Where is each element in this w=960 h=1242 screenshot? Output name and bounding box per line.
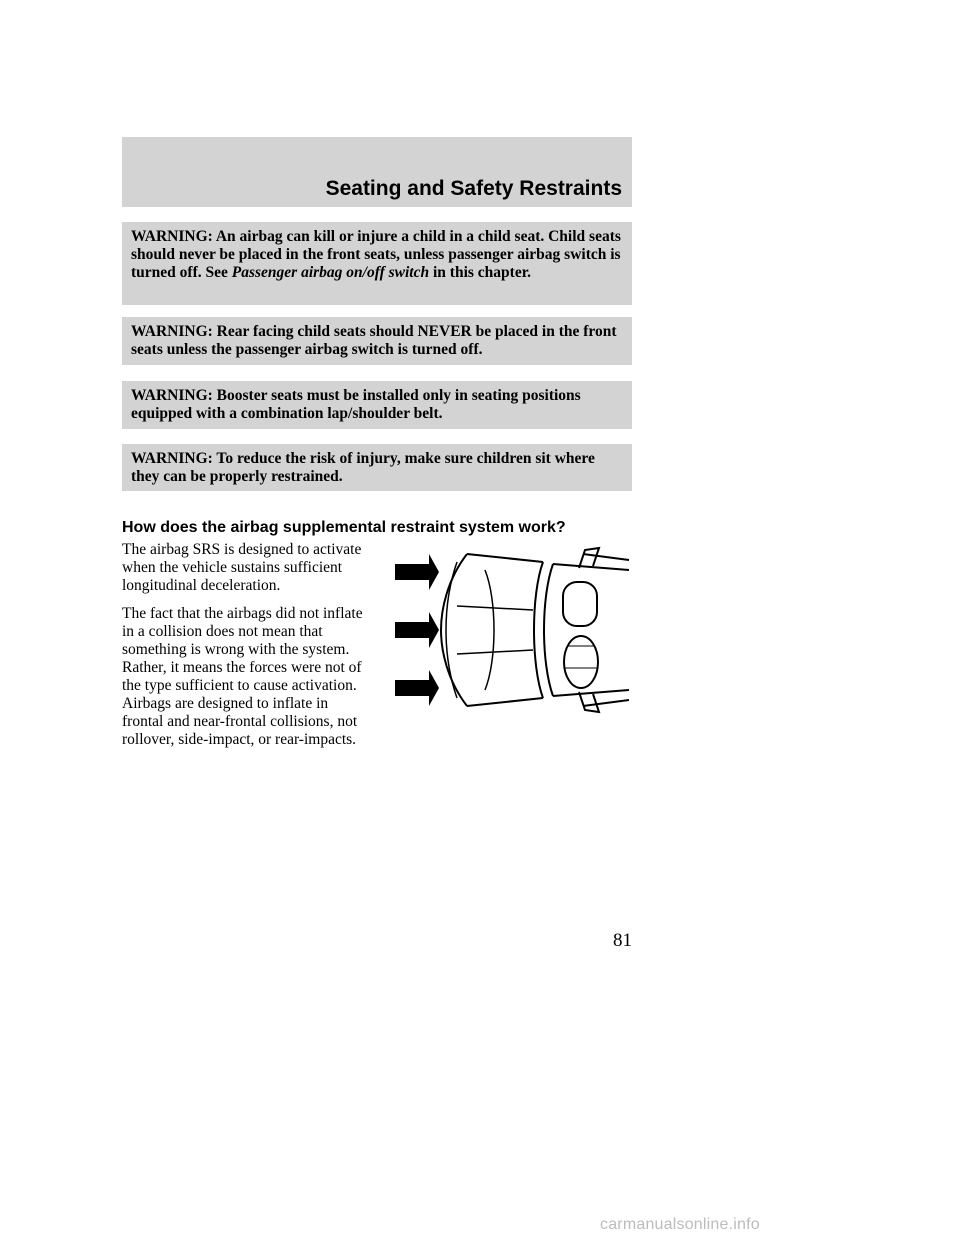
warning-text: WARNING: An airbag can kill or injure a child in a child seat. Child seats should never be placed in the front seats, unless passenger airbag switch is turned off. See: [131, 228, 621, 281]
page-number: 81: [613, 930, 632, 951]
page-section-title: Seating and Safety Restraints: [325, 177, 622, 200]
warning-text: WARNING: Booster seats must be installed only in seating positions equipped with a combination lap/shoulder belt.: [131, 387, 581, 422]
watermark: carmanualsonline.info: [600, 1216, 760, 1233]
section-heading: How does the airbag supplemental restraint system work?: [122, 519, 566, 536]
warning-text: WARNING: Rear facing child seats should NEVER be placed in the front seats unless the passenger airbag switch is turned off.: [131, 323, 617, 358]
body-paragraph: The airbag SRS is designed to activate when the vehicle sustains sufficient longitudinal deceleration.: [122, 541, 362, 594]
body-paragraph: The fact that the airbags did not inflate in a collision does not mean that something is wrong with the system. Rather, it means the forces were not of the type sufficient to cause activation. Airbags are designed to inflate in frontal and near-frontal collisions, not rollover, side-impact, or rear-impacts.: [122, 605, 363, 748]
warning-box-child-seat: [122, 222, 632, 305]
impact-arrow-icon: [395, 612, 439, 648]
warning-text: WARNING: To reduce the risk of injury, make sure children sit where they can be properly restrained.: [131, 450, 595, 485]
warning-box-rear-facing: [122, 317, 632, 365]
impact-arrow-icon: [395, 670, 439, 706]
body-text: [122, 541, 372, 759]
cross-reference-link[interactable]: Passenger airbag on/off switch: [231, 264, 430, 281]
warning-box-restraint: [122, 444, 632, 491]
car-top-view-icon: [441, 548, 629, 712]
warning-box-booster-seats: [122, 381, 632, 429]
section-header-band: [122, 137, 632, 207]
vehicle-frontal-impact-illustration: [393, 540, 633, 720]
impact-arrow-icon: [395, 554, 439, 590]
warning-text-tail: in this chapter.: [429, 264, 532, 281]
